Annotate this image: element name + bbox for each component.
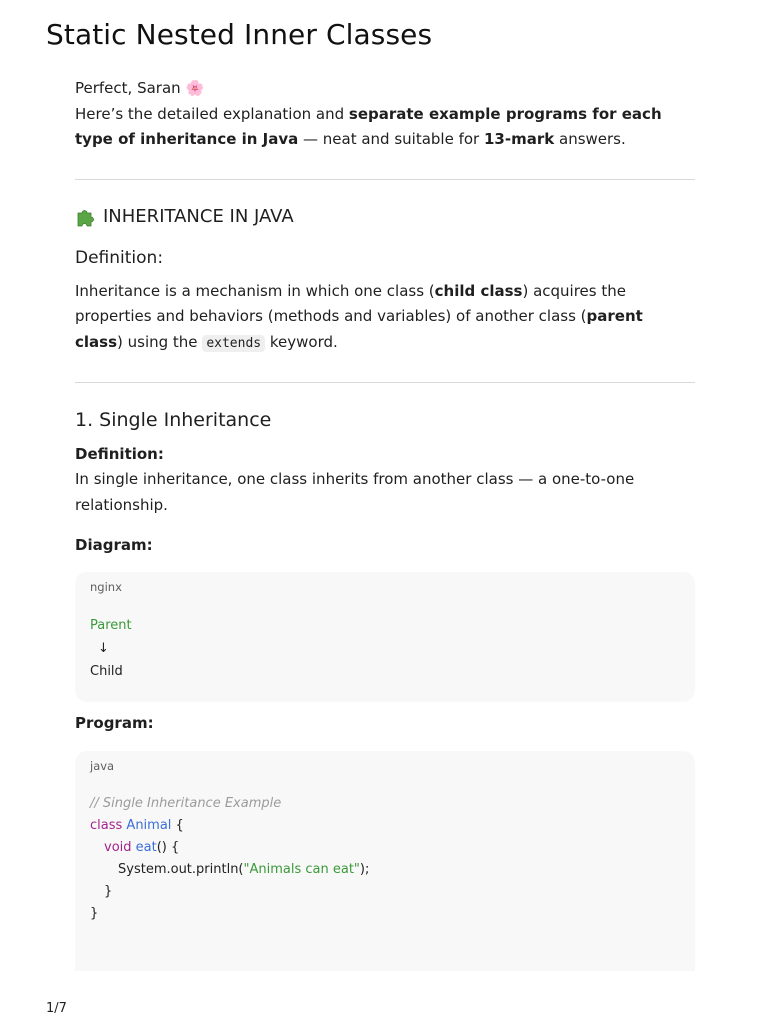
intro-paragraph — [75, 102, 695, 153]
intro-text-e: answers. — [554, 130, 626, 148]
greeting-line — [75, 76, 695, 102]
intro-text-bold-b: 13-mark — [484, 130, 555, 148]
divider — [75, 382, 695, 383]
brace-open: { — [171, 818, 184, 833]
diagram-parent: Parent — [90, 618, 132, 633]
puzzle-piece-icon — [75, 206, 97, 228]
document-content — [75, 76, 695, 971]
def-text-e: ) using the — [117, 332, 203, 351]
class-name: Animal — [126, 818, 172, 833]
diagram-child: Child — [90, 664, 123, 679]
print-end: ); — [359, 862, 370, 877]
code-line-class — [90, 815, 680, 837]
intro-text-a: Here’s the detailed explanation and — [75, 104, 349, 123]
def-text-c: ) acquires the properties and behaviors (methods and variables) of another class ( — [75, 281, 626, 325]
single-definition-label: Definition: — [75, 445, 164, 463]
inheritance-definition — [75, 279, 695, 357]
definition-heading: Definition: — [75, 247, 164, 268]
inline-code-extends: extends — [202, 335, 265, 352]
keyword-class: class — [90, 818, 123, 833]
code-line-method — [90, 837, 680, 859]
code-line-print — [90, 859, 680, 881]
single-definition-text: In single inheritance, one class inherits from another class — a one-to-one relationship. — [75, 470, 635, 514]
code-language-label: nginx — [90, 580, 122, 594]
print-call: System.out.println( — [118, 862, 244, 877]
print-string: "Animals can eat" — [243, 862, 360, 877]
keyword-void: void — [104, 840, 132, 855]
def-bold-parent: parent class — [75, 307, 643, 351]
greeting-text: Perfect, Saran — [75, 79, 181, 97]
diagram-code-block — [75, 572, 695, 702]
diagram-arrow: ↓ — [98, 641, 109, 656]
page-title: Static Nested Inner Classes — [46, 18, 433, 51]
program-label: Program: — [75, 714, 154, 732]
section-heading-single-inheritance: 1. Single Inheritance — [75, 409, 272, 431]
method-name: eat — [135, 840, 157, 855]
code-comment: // Single Inheritance Example — [90, 796, 282, 811]
diagram-label: Diagram: — [75, 536, 153, 554]
program-code-block — [75, 751, 695, 971]
divider — [75, 179, 695, 180]
def-bold-child: child class — [434, 281, 523, 300]
method-rest: () { — [156, 840, 180, 855]
section-heading-inheritance — [75, 205, 695, 229]
code-line-close-inner: } — [104, 884, 113, 899]
def-text-a: Inheritance is a mechanism in which one class ( — [75, 281, 435, 300]
code-line-close-outer: } — [90, 906, 99, 921]
def-text-f: keyword. — [265, 332, 338, 351]
intro-text-bold-a: separate example programs for each type of inheritance in Java — [75, 104, 662, 148]
flower-icon: 🌸 — [185, 79, 205, 97]
page-number: 1/7 — [46, 1001, 67, 1016]
section-heading-text: INHERITANCE IN JAVA — [103, 205, 294, 227]
intro-text-c: — neat and suitable for — [298, 130, 484, 148]
code-language-label: java — [90, 759, 115, 773]
